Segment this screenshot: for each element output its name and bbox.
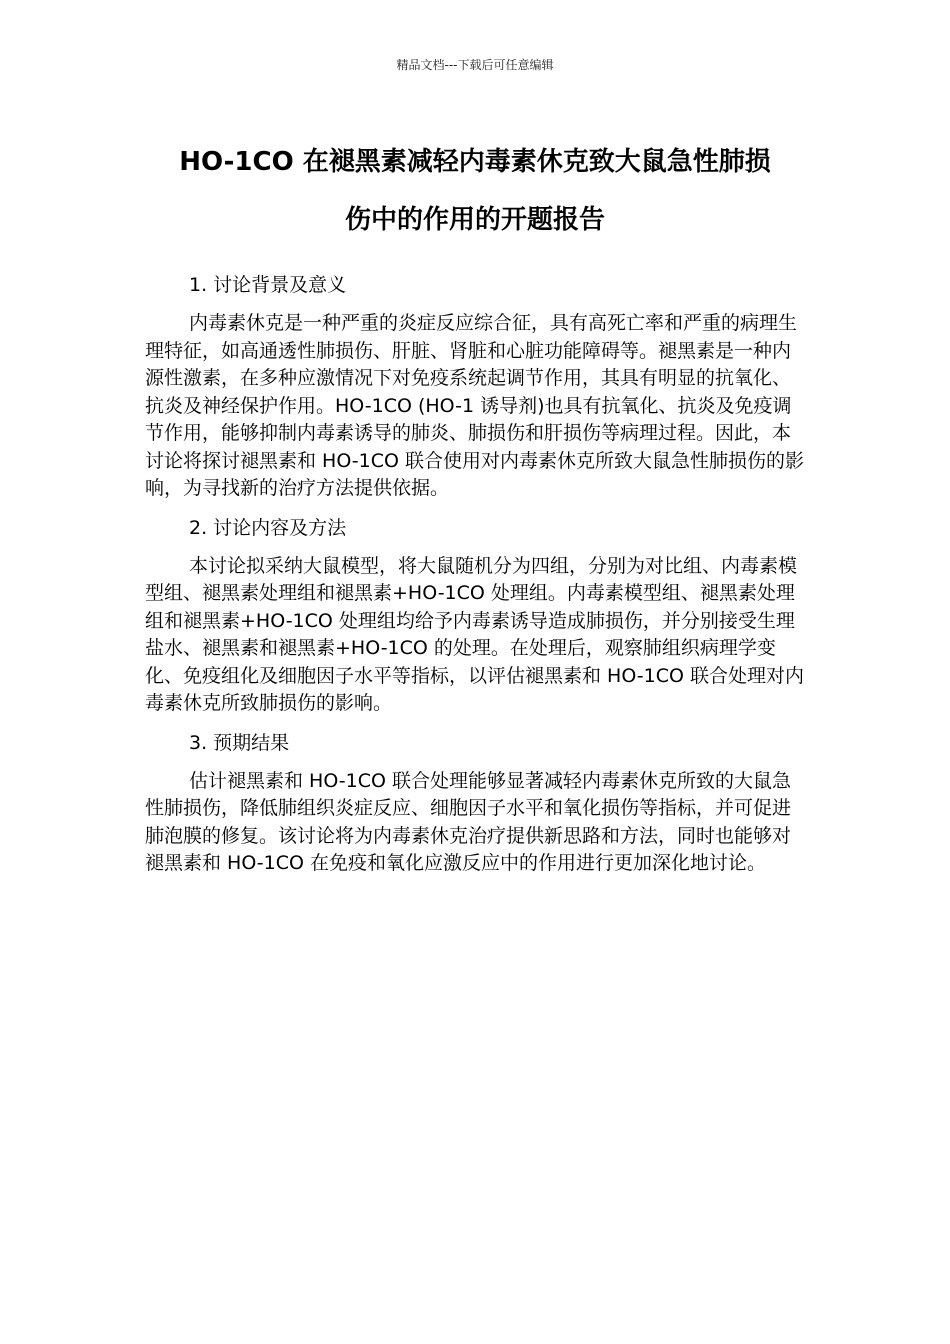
section-paragraph: 估计褪黑素和 HO-1CO 联合处理能够显著减轻内毒素休克所致的大鼠急性肺损伤，降低肺组织炎症反应、细胞因子水平和氧化损伤等指标，并可促进肺泡膜的修复。该讨论将为内毒素休克治疗提供新思路和方法，同时也能够对褪黑素和 HO-1CO 在免疫和氧化应激反应中的作用进行更加深化地讨论。 [145,769,792,874]
section-heading: 1. 讨论背景及意义 [189,274,347,296]
document-body [145,270,807,888]
section-methods [145,513,807,718]
section-background [145,270,807,503]
title-line-2: 伤中的作用的开题报告 [344,205,605,235]
document-title [120,133,830,249]
section-expected-results [145,728,807,878]
title-line-1: HO-1CO 在褪黑素减轻内毒素休克致大鼠急性肺损 [179,147,771,177]
section-paragraph: 本讨论拟采纳大鼠模型，将大鼠随机分为四组，分别为对比组、内毒素模型组、褪黑素处理组和褪黑素+HO-1CO 处理组。内毒素模型组、褪黑素处理组和褪黑素+HO-1CO 处理组均给予内毒素诱导造成肺损伤，并分别接受生理盐水、褪黑素和褪黑素+HO-1CO 的处理。在处理后，观察肺组织病理学变化、免疫组化及细胞因子水平等指标，以评估褪黑素和 HO-1CO 联合处理对内毒素休克所致肺损伤的影响。 [145,554,805,714]
page-header: 精品文档---下载后可任意编辑 [396,58,554,72]
section-paragraph: 内毒素休克是一种严重的炎症反应综合征，具有高死亡率和严重的病理生理特征，如高通透性肺损伤、肝脏、肾脏和心脏功能障碍等。褪黑素是一种内源性激素，在多种应激情况下对免疫系统起调节作用，其具有明显的抗氧化、抗炎及神经保护作用。HO-1CO (HO-1 诱导剂)也具有抗氧化、抗炎及免疫调节作用，能够抑制内毒素诱导的肺炎、肺损伤和肝损伤等病理过程。因此，本讨论将探讨褪黑素和 HO-1CO 联合使用对内毒素休克所致大鼠急性肺损伤的影响，为寻找新的治疗方法提供依据。 [145,312,805,499]
section-heading: 2. 讨论内容及方法 [189,516,347,539]
section-heading: 3. 预期结果 [189,731,290,754]
